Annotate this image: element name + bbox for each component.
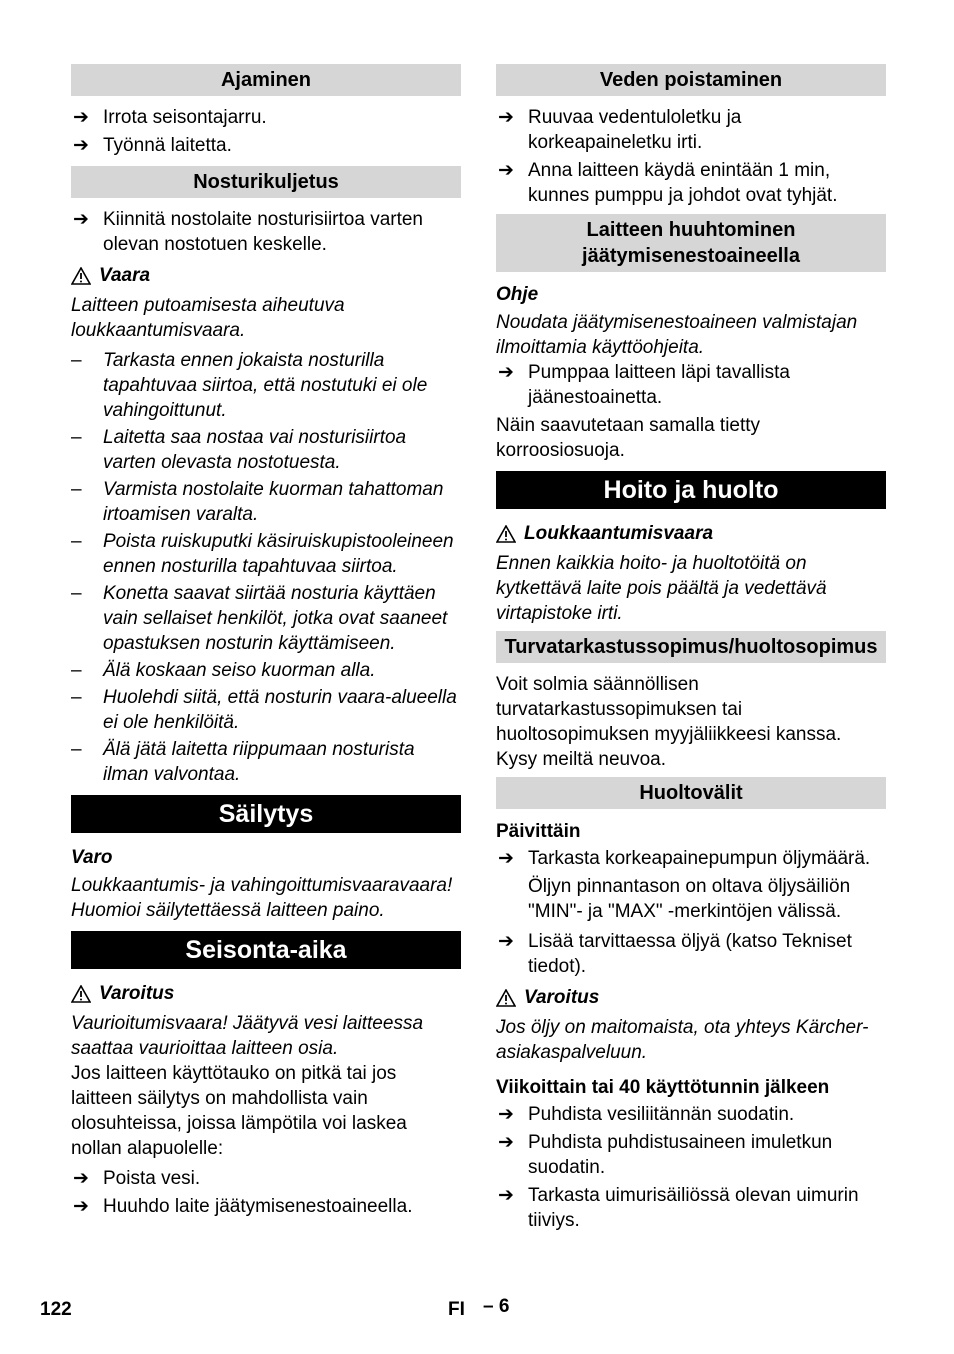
note-text: Noudata jäätymisenestoaineen valmistajan ilmoittamia käyttöohjeita.	[496, 312, 858, 358]
dash-list-item: – Poista ruiskuputki käsiruiskupistooleineen ennen nosturilla tapahtuvaa siirtoa.	[71, 531, 454, 577]
subheading-viikoittain: Viikoittain tai 40 käyttötunnin jälkeen	[496, 1077, 830, 1098]
warning-title-loukkaantumisvaara: Loukkaantumisvaara	[496, 521, 886, 546]
section-heading-huoltovalit: Huoltovälit	[496, 777, 886, 809]
arrow-icon: ➔	[498, 1185, 514, 1206]
list-item: ➔ Puhdista vesiliitännän suodatin.	[498, 1104, 795, 1125]
dash-list-item: – Konetta saavat siirtää nosturia käyttäen vain sellaiset henkilöt, jotka ovat saaneet opastuksen nosturin käyttämiseen.	[71, 583, 448, 654]
dash-list-item: – Laitetta saa nostaa vai nosturisiirtoa varten olevasta nostotuesta.	[71, 427, 407, 473]
arrow-icon: ➔	[498, 848, 514, 869]
arrow-icon: ➔	[498, 107, 514, 128]
arrow-icon: ➔	[73, 1196, 89, 1217]
dash-list-item: – Älä jätä laitetta riippumaan nosturista ilman valvontaa.	[71, 739, 415, 785]
list-item: ➔ Tarkasta uimurisäiliössä olevan uimurin tiiviys.	[498, 1185, 859, 1231]
list-item: ➔ Puhdista puhdistusaineen imuletkun suodatin.	[498, 1132, 833, 1178]
left-column	[71, 64, 461, 1222]
warning-title-varoitus: Varoitus	[71, 981, 461, 1006]
note-paragraph: Öljyn pinnantason on oltava öljysäiliön "MIN"- ja "MAX" -merkintöjen välissä.	[528, 876, 851, 922]
list-item: ➔ Lisää tarvittaessa öljyä (katso Tekniset tiedot).	[498, 931, 852, 977]
dash-list-item: – Huolehdi siitä, että nosturin vaara-alueella ei ole henkilöitä.	[71, 687, 457, 733]
arrow-icon: ➔	[73, 135, 89, 156]
page-number: 122	[40, 1299, 72, 1320]
arrow-icon: ➔	[498, 160, 514, 181]
section-heading-turvatarkastussopimus: Turvatarkastussopimus/huoltosopimus	[496, 631, 886, 663]
section-heading-nosturikuljetus: Nosturikuljetus	[71, 166, 461, 198]
warning-text: Vaurioitumisvaara! Jäätyvä vesi laitteessa saattaa vaurioittaa laitteen osia.	[71, 1013, 424, 1059]
dash-list-item: – Älä koskaan seiso kuorman alla.	[71, 660, 376, 681]
warning-triangle-icon	[71, 985, 91, 1003]
section-heading-seisonta-aika: Seisonta-aika	[71, 931, 461, 969]
section-heading-sailytys: Säilytys	[71, 795, 461, 833]
paragraph: Voit solmia säännöllisen turvatarkastussopimuksen tai huoltosopimuksen myyjäliikkeesi kanssa.	[496, 674, 842, 745]
dash-list-item: – Tarkasta ennen jokaista nosturilla tapahtuvaa siirtoa, että nostutuki ei ole vahingoittunut.	[71, 350, 428, 421]
list-item: ➔ Tarkasta korkeapainepumpun öljymäärä.	[498, 848, 871, 869]
section-heading-huuhtominen: Laitteen huuhtominen jäätymisenestoaineella	[496, 214, 886, 272]
list-item: ➔ Irrota seisontajarru.	[73, 107, 267, 128]
arrow-icon: ➔	[498, 1132, 514, 1153]
paragraph: Näin saavutetaan samalla tietty korroosiosuoja.	[496, 415, 761, 461]
section-heading-hoito-ja-huolto: Hoito ja huolto	[496, 471, 886, 509]
arrow-icon: ➔	[498, 931, 514, 952]
paragraph: Jos laitteen käyttötauko on pitkä tai jos laitteen säilytys on mahdollista vain olosuhteissa, joissa lämpötila voi laskea nollan alapuolelle:	[71, 1063, 407, 1159]
list-item: ➔ Huuhdo laite jäätymisenestoaineella.	[73, 1196, 413, 1217]
section-page-number: – 6	[483, 1296, 510, 1317]
paragraph: Kysy meiltä neuvoa.	[496, 749, 667, 770]
list-item: ➔ Poista vesi.	[73, 1168, 201, 1189]
warning-text: Ennen kaikkia hoito- ja huoltotöitä on kytkettävä laite pois päältä ja vedettävä virtapistoke irti.	[496, 553, 827, 624]
section-heading-veden-poistaminen: Veden poistaminen	[496, 64, 886, 96]
warning-title-varoitus: Varoitus	[496, 985, 886, 1010]
caution-title-varo: Varo	[71, 847, 113, 868]
warning-title-vaara: Vaara	[71, 263, 461, 288]
caution-text: Loukkaantumis- ja vahingoittumisvaaravaara! Huomioi säilytettäessä laitteen paino.	[71, 875, 453, 921]
arrow-icon: ➔	[73, 209, 89, 230]
warning-triangle-icon	[71, 267, 91, 285]
note-title-ohje: Ohje	[496, 284, 539, 305]
language-code: FI	[448, 1299, 465, 1320]
warning-text: Jos öljy on maitomaista, ota yhteys Kärcher-asiakaspalveluun.	[496, 1017, 869, 1063]
right-column	[496, 64, 886, 1236]
list-item: ➔ Anna laitteen käydä enintään 1 min, kunnes pumppu ja johdot ovat tyhjät.	[498, 160, 838, 206]
list-item: ➔ Kiinnitä nostolaite nosturisiirtoa varten olevan nostotuen keskelle.	[73, 209, 424, 255]
section-heading-ajaminen: Ajaminen	[71, 64, 461, 96]
list-item: ➔ Työnnä laitetta.	[73, 135, 232, 156]
warning-triangle-icon	[496, 989, 516, 1007]
warning-triangle-icon	[496, 525, 516, 543]
arrow-icon: ➔	[73, 107, 89, 128]
list-item: ➔ Ruuvaa vedentuloletku ja korkeapaineletku irti.	[498, 107, 742, 153]
list-item: ➔ Pumppaa laitteen läpi tavallista jäänestoainetta.	[498, 362, 790, 408]
subheading-paivittain: Päivittäin	[496, 821, 581, 842]
arrow-icon: ➔	[73, 1168, 89, 1189]
warning-text: Laitteen putoamisesta aiheutuva loukkaantumisvaara.	[71, 295, 345, 341]
arrow-icon: ➔	[498, 1104, 514, 1125]
arrow-icon: ➔	[498, 362, 514, 383]
dash-list-item: – Varmista nostolaite kuorman tahattoman irtoamisen varalta.	[71, 479, 444, 525]
